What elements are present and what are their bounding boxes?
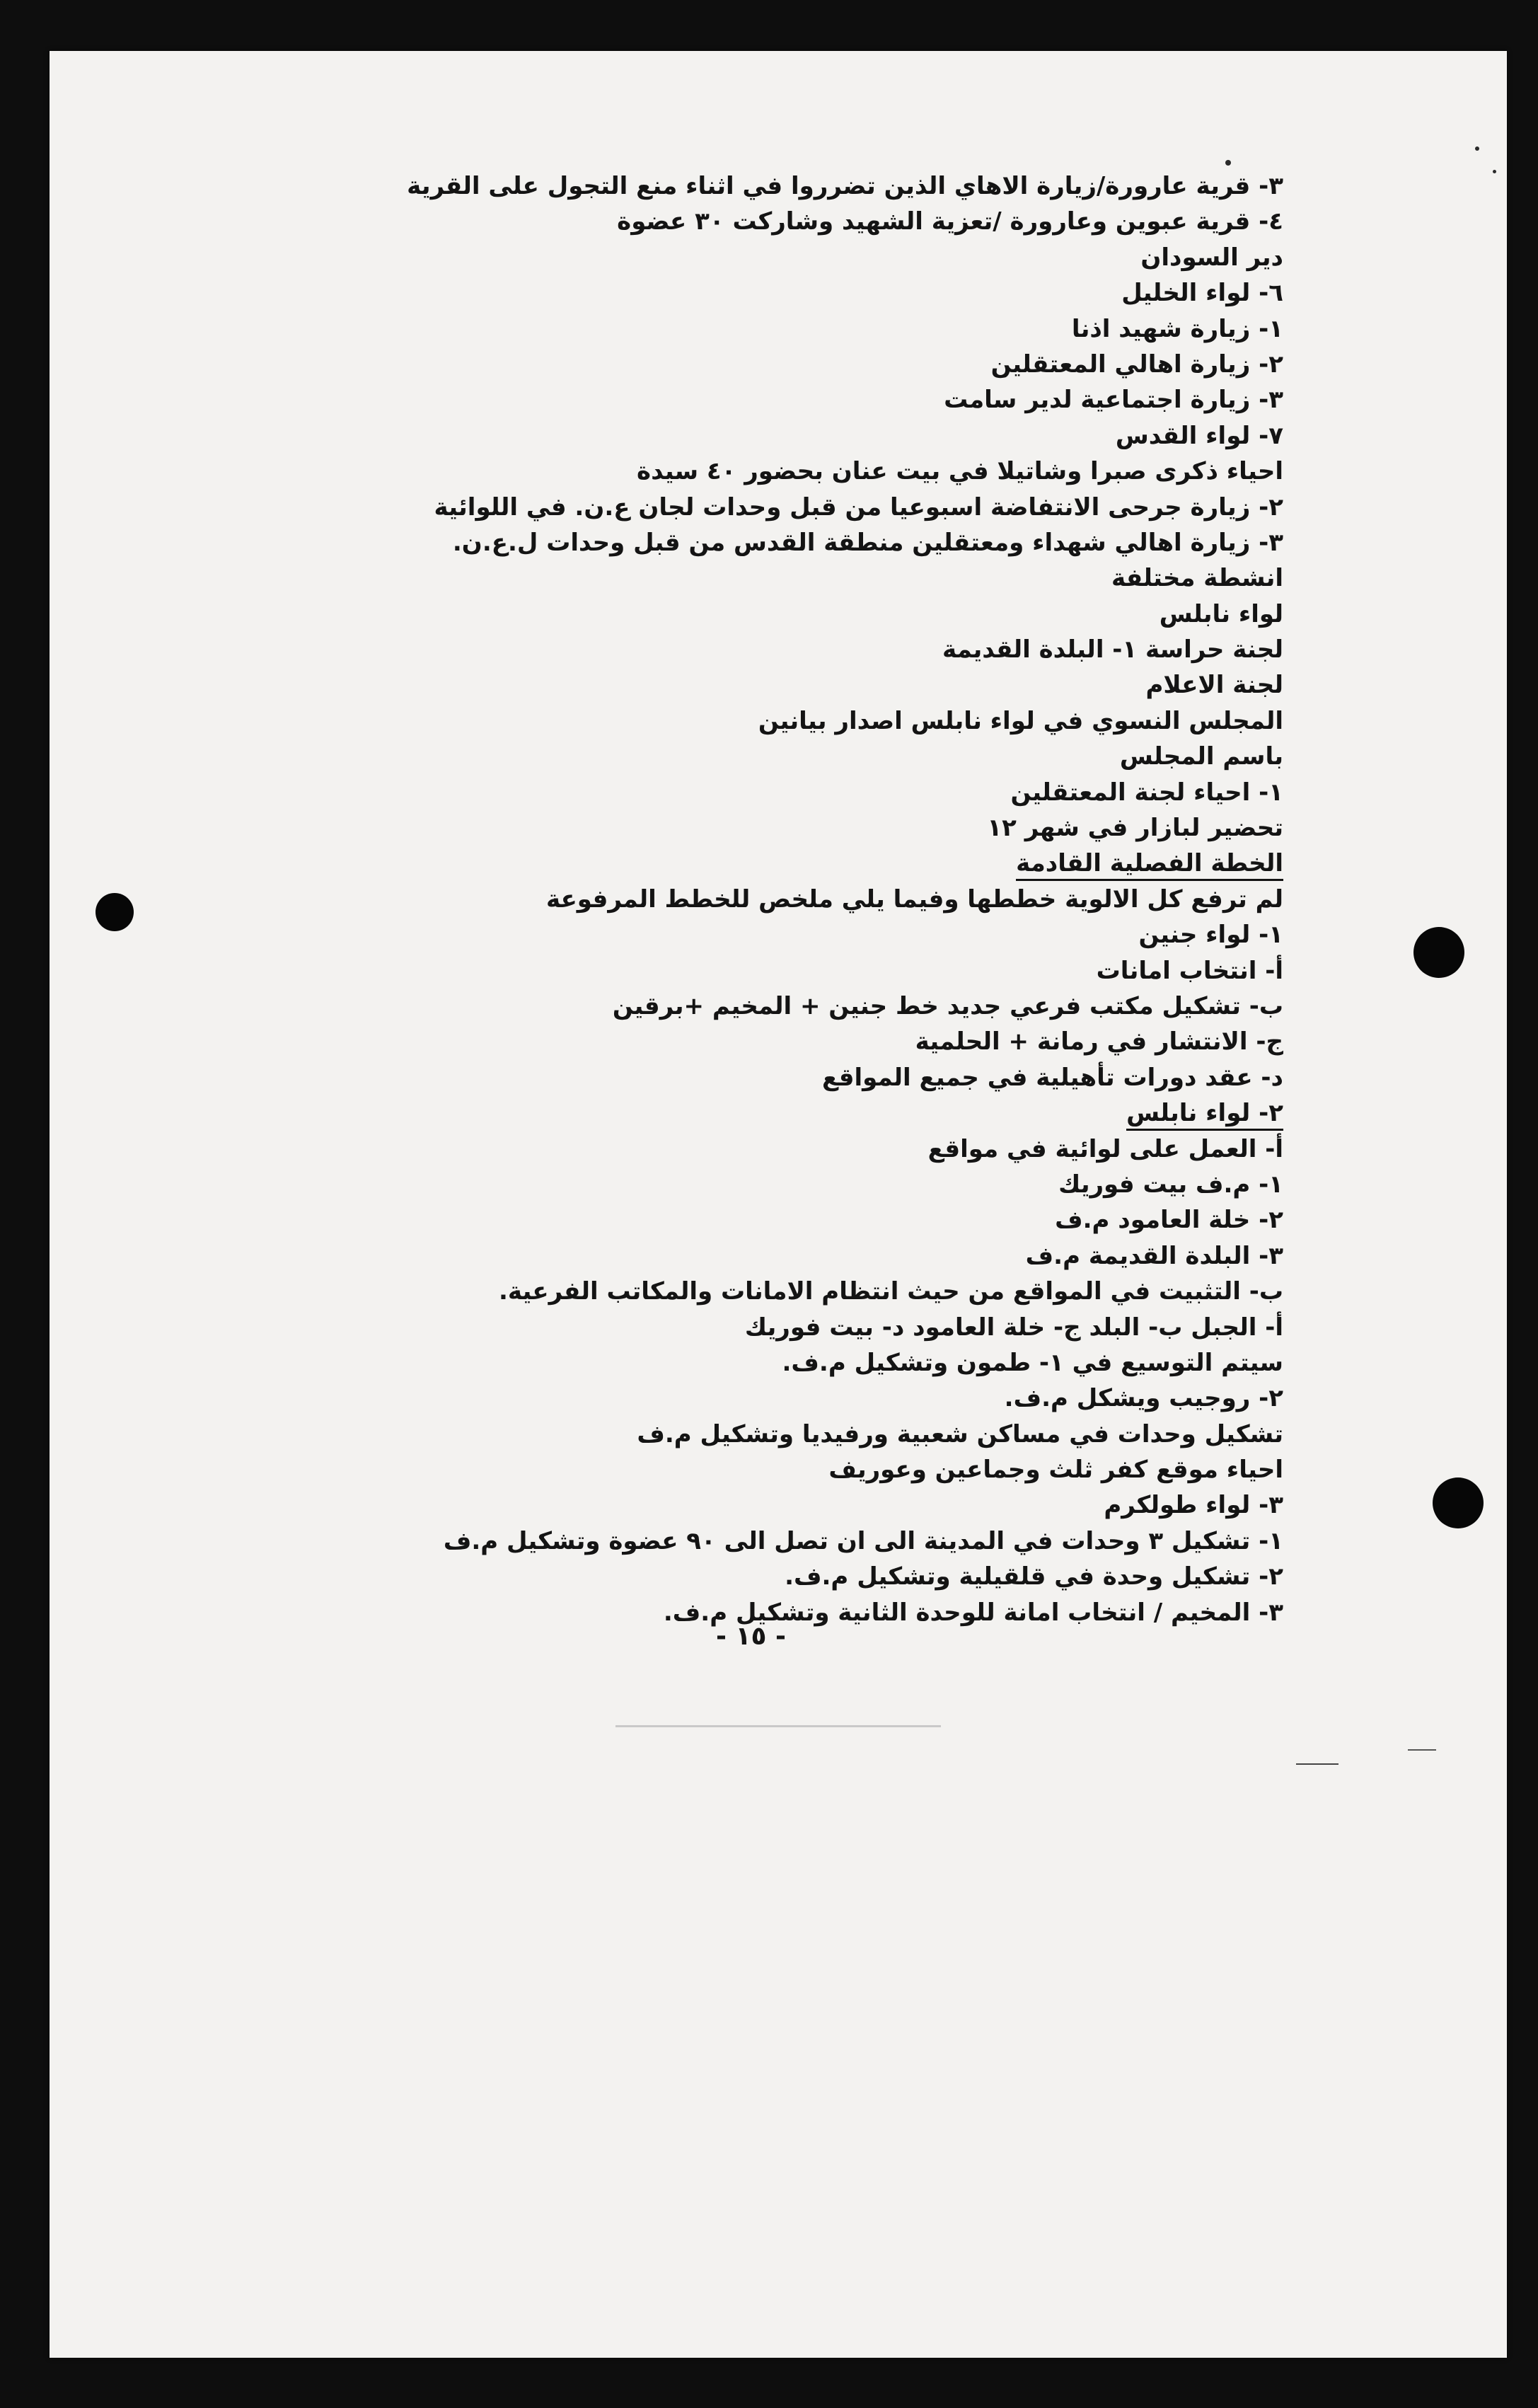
text-line-content: ٣- زيارة اهالي شهداء ومعتقلين منطقة القدس من قبل وحدات ل.ع.ن.	[452, 528, 1283, 557]
text-line-content: ٣- المخيم / انتخاب امانة للوحدة الثانية وتشكيل م.ف.	[663, 1598, 1283, 1627]
punch-hole	[1413, 927, 1464, 978]
text-line-content: تشكيل وحدات في مساكن شعبية ورفيديا وتشكيل م.ف	[637, 1419, 1283, 1448]
text-line-content: د- عقد دورات تأهيلية في جميع المواقع	[822, 1063, 1283, 1092]
text-line	[434, 418, 1283, 454]
text-line-content: ٧- لواء القدس	[1115, 421, 1283, 450]
document-body	[407, 168, 1283, 1630]
text-line-content: ب- التثبيت في المواقع من حيث انتظام الامانات والمكاتب الفرعية.	[498, 1277, 1283, 1306]
text-line-content: باسم المجلس	[1119, 742, 1283, 771]
page-number: - ١٥ -	[716, 1622, 786, 1651]
text-line-content: لجنة الاعلام	[1145, 671, 1283, 700]
text-line	[434, 1095, 1283, 1131]
text-line	[407, 168, 1283, 204]
text-line	[434, 1167, 1283, 1202]
text-line	[434, 917, 1283, 952]
text-line-content: لواء نابلس	[1159, 599, 1283, 628]
text-line-content: ج- الانتشار في رمانة + الحلمية	[915, 1027, 1283, 1056]
text-line	[434, 275, 1283, 311]
text-line	[434, 632, 1283, 667]
text-line	[434, 1202, 1283, 1238]
text-line	[434, 703, 1283, 739]
scan-speck	[1296, 1763, 1338, 1765]
text-line-content: تحضير لبازار في شهر ١٢	[987, 814, 1283, 843]
scan-speck	[1493, 170, 1496, 173]
scan-speck	[1475, 146, 1479, 151]
text-line-content: ٢- زيارة جرحى الانتفاضة اسبوعيا من قبل وحدات لجان ع.ن. في اللوائية	[434, 492, 1283, 522]
text-line-content: ٦- لواء الخليل	[1121, 279, 1283, 308]
text-line	[434, 311, 1283, 347]
text-line	[434, 204, 1283, 239]
text-line-content: أ- العمل على لوائية في مواقع	[927, 1134, 1283, 1163]
text-line-content: ١- م.ف بيت فوريك	[1058, 1170, 1283, 1199]
text-line-content: ٣- زيارة اجتماعية لدير سامت	[944, 386, 1283, 415]
text-line	[434, 1274, 1283, 1309]
text-line	[434, 1595, 1283, 1630]
text-line-content: الخطة الفصلية القادمة	[1016, 849, 1283, 881]
text-line-content: ٣- البلدة القديمة م.ف	[1025, 1241, 1283, 1270]
text-line-content: ٢- لواء نابلس	[1126, 1099, 1283, 1131]
text-line	[434, 1310, 1283, 1345]
punch-hole	[96, 893, 134, 931]
text-line	[434, 1559, 1283, 1594]
text-line	[434, 1060, 1283, 1095]
text-line-content: ١- زيارة شهيد اذنا	[1071, 314, 1283, 343]
text-line-content: احياء ذكرى صبرا وشاتيلا في بيت عنان بحضور ٤٠ سيدة	[637, 457, 1283, 486]
text-line	[434, 846, 1283, 881]
text-line	[434, 1024, 1283, 1059]
text-line-content: ٣- قرية عارورة/زيارة الاهاي الذين تضرروا في اثناء منع التجول على القرية	[407, 172, 1283, 200]
text-line	[434, 1487, 1283, 1523]
bleed-through-rule	[615, 1725, 941, 1727]
text-line	[434, 882, 1283, 917]
text-line-content: ١- احياء لجنة المعتقلين	[1010, 778, 1283, 807]
text-line	[434, 597, 1283, 632]
text-line-content: لم ترفع كل الالوية خططها وفيما يلي ملخص للخطط المرفوعة	[545, 885, 1283, 914]
text-line-content: احياء موقع كفر ثلث وجماعين وعوريف	[828, 1456, 1283, 1485]
scan-speck	[1408, 1749, 1436, 1751]
text-line	[434, 953, 1283, 989]
scan-speck	[1225, 160, 1231, 166]
text-line-content: سيتم التوسيع في ١- طمون وتشكيل م.ف.	[782, 1348, 1283, 1377]
text-line	[434, 810, 1283, 846]
text-line	[434, 560, 1283, 596]
text-line	[434, 490, 1283, 525]
text-line	[434, 775, 1283, 810]
text-line	[434, 989, 1283, 1024]
text-line	[434, 667, 1283, 703]
text-line-content: لجنة حراسة ١- البلدة القديمة	[942, 635, 1283, 664]
text-line-content: ١- لواء جنين	[1138, 921, 1283, 950]
text-line	[434, 1131, 1283, 1167]
text-line-content: ب- تشكيل مكتب فرعي جديد خط جنين + المخيم +برقين	[612, 991, 1283, 1020]
text-line-content: ٣- لواء طولكرم	[1104, 1491, 1283, 1520]
text-line	[434, 1345, 1283, 1381]
text-line	[434, 347, 1283, 382]
punch-hole	[1433, 1477, 1484, 1528]
text-line-content: أ- الجبل ب- البلد ج- خلة العامود د- بيت فوريك	[744, 1313, 1283, 1342]
text-line-content: ٢- زيارة اهالي المعتقلين	[990, 350, 1283, 379]
text-line	[434, 1452, 1283, 1487]
text-line-content: المجلس النسوي في لواء نابلس اصدار بيانين	[758, 706, 1283, 735]
text-line	[434, 1238, 1283, 1274]
text-line-content: انشطة مختلفة	[1111, 564, 1283, 593]
text-line	[434, 382, 1283, 417]
text-line	[434, 739, 1283, 774]
text-line-content: ١- تشكيل ٣ وحدات في المدينة الى ان تصل الى ٩٠ عضوة وتشكيل م.ف	[443, 1526, 1283, 1555]
text-line	[434, 1381, 1283, 1416]
text-line-content: دير السودان	[1140, 243, 1283, 272]
text-line-content: ٢- خلة العامود م.ف	[1055, 1206, 1283, 1235]
text-line	[434, 240, 1283, 275]
text-line-content: ٢- روجيب ويشكل م.ف.	[1004, 1384, 1283, 1413]
text-line	[434, 1523, 1283, 1559]
text-line	[434, 454, 1283, 489]
text-line-content: ٢- تشكيل وحدة في قلقيلية وتشكيل م.ف.	[785, 1562, 1283, 1591]
text-line	[434, 1417, 1283, 1452]
text-line-content: أ- انتخاب امانات	[1096, 956, 1283, 985]
text-line-content: ٤- قرية عبوين وعارورة /تعزية الشهيد وشاركت ٣٠ عضوة	[617, 207, 1283, 236]
text-line	[434, 525, 1283, 560]
